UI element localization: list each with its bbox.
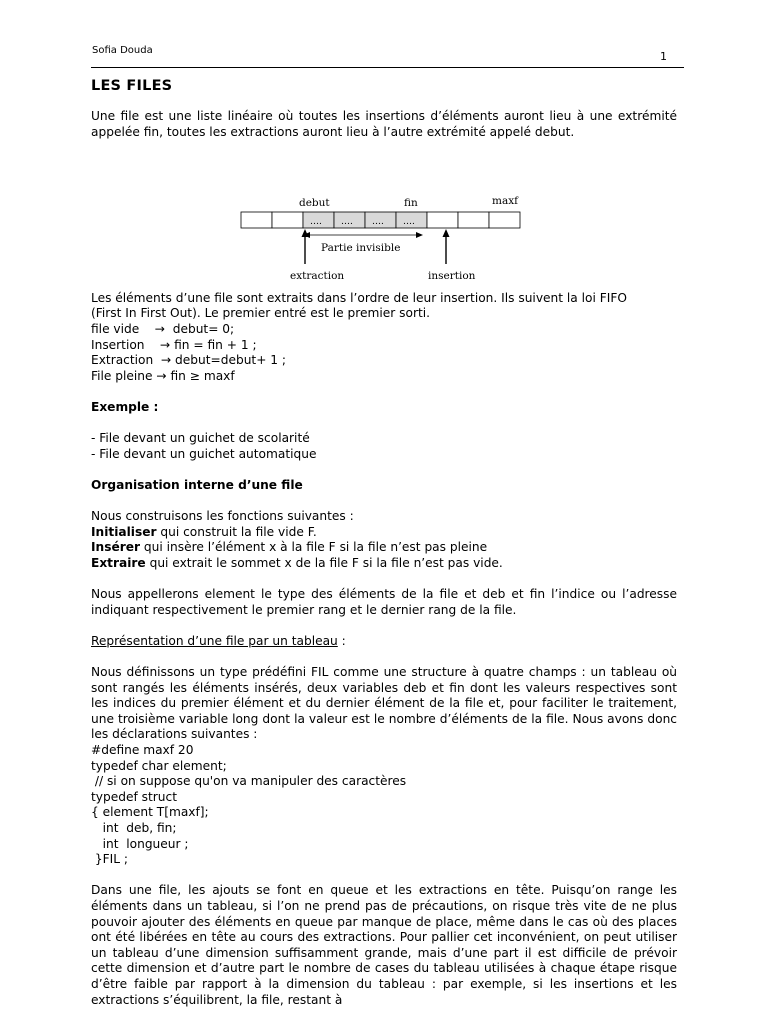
page-number: 1 — [660, 50, 667, 63]
code-block — [91, 743, 677, 868]
array-cell — [427, 212, 458, 228]
spacer — [91, 649, 677, 665]
document-body — [91, 109, 677, 1008]
code-line: #define maxf 20 — [91, 743, 194, 757]
array-cell — [241, 212, 272, 228]
array-cell — [458, 212, 489, 228]
header-rule — [91, 67, 684, 68]
function-name: Initialiser — [91, 524, 157, 539]
code-line: // si on suppose qu'on va manipuler des caractères — [91, 774, 407, 789]
label-extraction: extraction — [290, 270, 345, 283]
page-title: LES FILES — [91, 78, 173, 94]
function-extraire — [91, 556, 677, 572]
code-line: int longueur ; — [91, 836, 189, 851]
label-maxf: maxf — [492, 195, 519, 208]
code-line: typedef char element; — [91, 758, 227, 773]
spacer — [91, 571, 677, 587]
code-line: { element T[maxf]; — [91, 805, 209, 820]
extraction-arrow-head — [302, 229, 309, 237]
function-name: Extraire — [91, 555, 146, 570]
spacer — [91, 275, 677, 291]
array-cells — [241, 212, 520, 228]
spacer — [91, 618, 677, 634]
cell-dots: …. — [310, 217, 322, 228]
insertion-arrow-head — [443, 229, 450, 237]
span-arrow-right-head — [416, 232, 423, 238]
representation-heading — [91, 634, 677, 650]
code-line: int deb, fin; — [91, 820, 177, 835]
element-paragraph: Nous appellerons element le type des éléments de la file et deb et fin l’indice ou l’adresse indiquant respectivement le premier rang et le dernier rang de la file. — [91, 587, 677, 617]
function-initialiser — [91, 525, 677, 541]
intro-paragraph: Une file est une liste linéaire où toutes les insertions d’éléments auront lieu à une extrémité appelée fin, toutes les extractions auront lieu à l’autre extrémité appelé debut. — [91, 109, 677, 139]
label-insertion: insertion — [428, 270, 476, 283]
exemple-item: - File devant un guichet automatique — [91, 446, 317, 461]
closing-paragraph: Dans une file, les ajouts se font en queue et les extractions en tête. Puisqu’on range les éléments dans un tableau, si l’on ne prend pas de précautions, on risque très vite de ne plus pouvoir ajouter des éléments en queue par manque de place, même dans le cas où des places ont été libérées en tête au cours des extractions. Pour pallier cet inconvénient, on peut utiliser un tableau d’une dimension suffisamment grande, mais d’une part il est difficile de prévoir cette dimension et d’autre part le nombre de cases du tableau utilisées à chaque étape risque d’être faible par rapport à la dimension du tableau : par exemple, si les insertions et les extractions s’équilibrent, la file, restant à — [91, 883, 677, 1007]
cell-dots: …. — [341, 217, 353, 228]
array-cell — [489, 212, 520, 228]
fifo-line-2: (First In First Out). Le premier entré est le premier sorti. — [91, 306, 431, 321]
spacer — [91, 384, 677, 400]
header-author: Sofia Douda — [92, 45, 153, 56]
array-cell — [272, 212, 303, 228]
label-partie-invisible: Partie invisible — [321, 242, 401, 255]
organisation-intro: Nous construisons les fonctions suivantes : — [91, 509, 354, 524]
queue-diagram-svg — [91, 140, 677, 283]
spacer — [91, 494, 677, 510]
function-desc: qui construit la file vide F. — [156, 524, 317, 539]
code-line: }FIL ; — [91, 852, 129, 867]
representation-heading-text: Représentation d’une file par un tableau — [91, 633, 338, 648]
representation-paragraph: Nous définissons un type prédéfini FIL comme une structure à quatre champs : un tableau où sont rangés les éléments insérés, deux variables deb et fin dont les valeurs respectives sont les indices du premier élément et du dernier élément de la file et, pour faciliter le traitement, une troisième variable long dont la valeur est le nombre d’éléments de la file. Nous avons donc les déclarations suivantes : — [91, 665, 677, 742]
exemple-item: - File devant un guichet de scolarité — [91, 431, 310, 446]
function-desc: qui extrait le sommet x de la file F si la file n’est pas vide. — [145, 555, 503, 570]
file-vide-rule: file vide → debut= 0; — [91, 321, 235, 336]
fifo-line-1: Les éléments d’une file sont extraits dans l’ordre de leur insertion. Ils suivent la loi FIFO — [91, 290, 627, 305]
function-inserer — [91, 540, 677, 556]
exemple-heading: Exemple : — [91, 399, 159, 414]
file-pleine-rule: File pleine → fin ≥ maxf — [91, 368, 235, 383]
code-line: typedef struct — [91, 789, 177, 804]
spacer — [91, 868, 677, 884]
spacer — [91, 416, 677, 432]
extraction-rule: Extraction → debut=debut+ 1 ; — [91, 353, 287, 368]
cell-dots: …. — [372, 217, 384, 228]
function-desc: qui insère l’élément x à la file F si la file n’est pas pleine — [140, 540, 488, 555]
queue-diagram — [91, 140, 677, 283]
function-name: Insérer — [91, 540, 141, 555]
representation-heading-suffix: : — [337, 633, 346, 648]
label-debut: debut — [299, 197, 330, 210]
organisation-heading: Organisation interne d’une file — [91, 477, 303, 492]
spacer — [91, 462, 677, 478]
label-fin: fin — [404, 197, 418, 210]
cell-dots: …. — [403, 217, 415, 228]
insertion-rule: Insertion → fin = fin + 1 ; — [91, 337, 257, 352]
